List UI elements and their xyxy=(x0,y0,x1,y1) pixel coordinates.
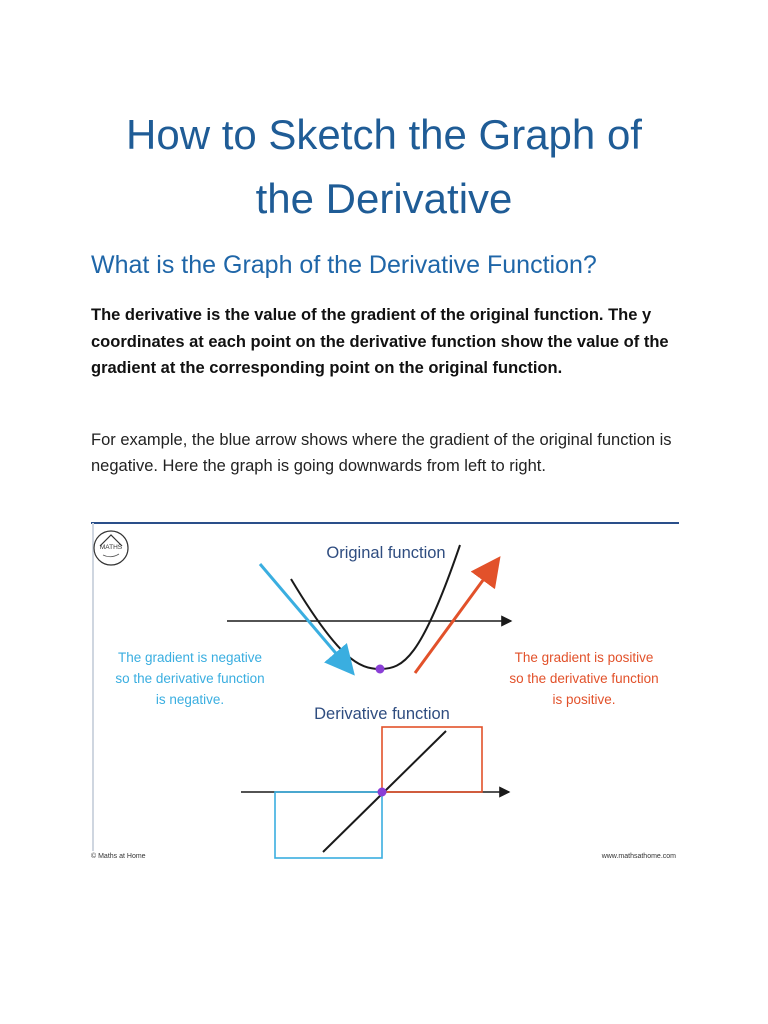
negative-note-line-2: so the derivative function xyxy=(115,671,265,686)
logo-text: MATHS xyxy=(99,544,123,551)
minimum-point xyxy=(376,665,385,674)
positive-region-box xyxy=(382,727,482,792)
negative-gradient-arrow xyxy=(260,564,351,671)
derivative-function-label: Derivative function xyxy=(314,705,450,723)
body-paragraph: For example, the blue arrow shows where the gradient of the original function is negative. Here the graph is going downwards from left to right. xyxy=(91,431,672,475)
maths-at-home-logo xyxy=(94,531,128,565)
bold-paragraph: The derivative is the value of the gradient of the original function. The y coordinates at each point on the derivative function show the value of the gradient at the corresponding point on the original function. xyxy=(91,306,669,377)
original-function-label: Original function xyxy=(326,544,446,562)
positive-note-line-2: so the derivative function xyxy=(509,671,659,686)
positive-gradient-arrow xyxy=(415,561,497,673)
original-parabola xyxy=(291,545,460,669)
negative-region-box xyxy=(275,792,382,858)
page-title xyxy=(60,103,708,231)
negative-note-line-3: is negative. xyxy=(155,692,225,707)
negative-gradient-note xyxy=(115,650,264,707)
copyright-footer: © Maths at Home xyxy=(91,853,146,860)
positive-note-line-1: The gradient is positive xyxy=(514,650,654,665)
derivative-root-point xyxy=(378,788,387,797)
derivative-figure xyxy=(91,521,679,864)
positive-gradient-note xyxy=(509,650,658,707)
positive-note-line-3: is positive. xyxy=(552,692,616,707)
website-footer: www.mathsathome.com xyxy=(601,853,676,860)
title-line-1: How to Sketch the Graph of xyxy=(126,111,642,158)
title-line-2: the Derivative xyxy=(255,175,513,222)
negative-note-line-1: The gradient is negative xyxy=(117,650,263,665)
section-heading: What is the Graph of the Derivative Function? xyxy=(91,251,597,279)
figure-svg xyxy=(91,521,679,864)
